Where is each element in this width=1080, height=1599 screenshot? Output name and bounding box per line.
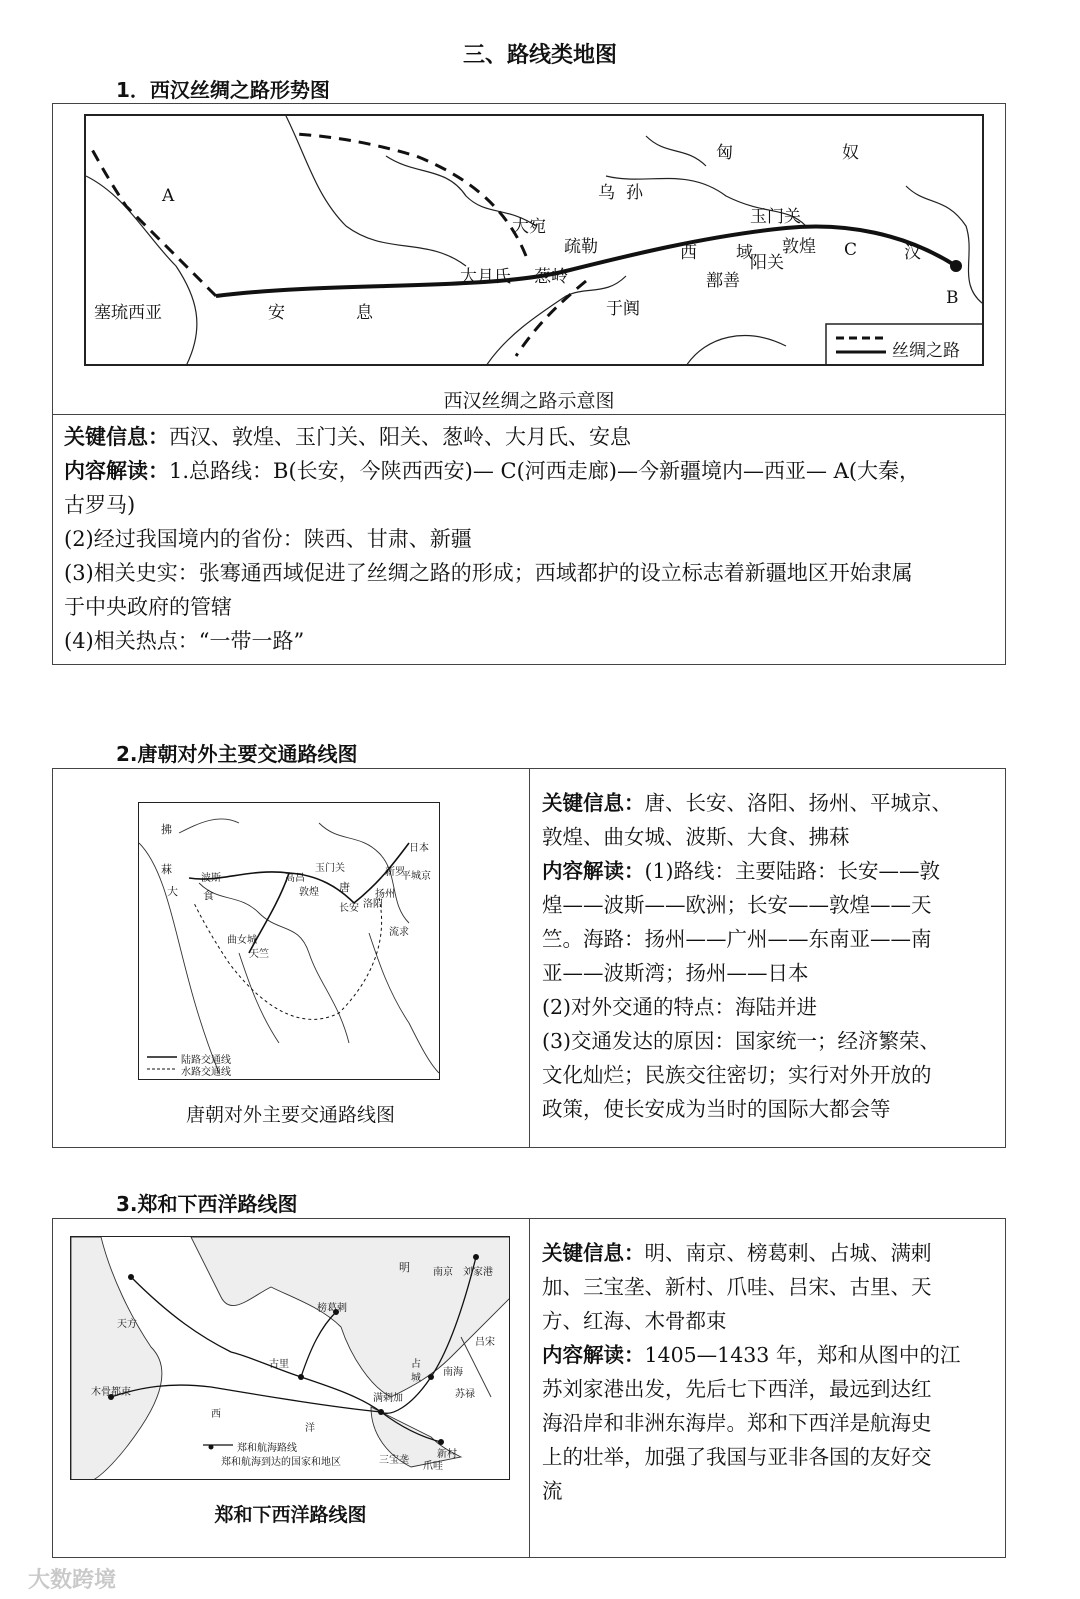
key-info-label: 关键信息： — [64, 424, 169, 449]
label-wusun-1: 乌 — [598, 183, 615, 203]
section3-text — [542, 1236, 1002, 1508]
label-congling: 葱岭 — [534, 267, 568, 287]
label-xiyu-yu: 域 — [736, 243, 753, 263]
tang-line-8: (3)交通发达的原因：国家统一；经济繁荣、 — [542, 1029, 941, 1053]
tang-line-4: 煌——波斯——欧洲；长安——敦煌——天 — [542, 893, 932, 917]
item-history-2: 于中央政府的管辖 — [64, 595, 232, 619]
tang-label-dunhuang: 敦煌 — [299, 887, 319, 898]
section1-heading: 1．西汉丝绸之路形势图 — [116, 78, 330, 102]
label-yangguan: 阳关 — [750, 253, 784, 273]
tang-line-10: 政策，使长安成为当时的国际大都会等 — [542, 1097, 891, 1121]
tang-label-bosi: 波斯 — [201, 873, 221, 884]
zh-label-bangela: 榜葛剌 — [317, 1303, 347, 1314]
tang-label-xinluo: 新罗 — [385, 867, 405, 878]
page-title: 三、路线类地图 — [462, 43, 617, 68]
section2-divider — [529, 768, 530, 1148]
label-dunhuang: 敦煌 — [782, 237, 816, 257]
route-line: 1.总路线：B(长安，今陕西西安)— C(河西走廊)—今新疆境内—西亚— A(大秦， — [169, 459, 921, 483]
tang-label-liuqiu: 流求 — [389, 927, 409, 938]
tang-label-dashi-1: 大 — [167, 885, 178, 898]
tang-line-3: (1)路线：主要陆路：长安——敦 — [644, 859, 941, 883]
zh-label-nanjing: 南京 — [433, 1267, 453, 1278]
tang-label-tianzhu: 天竺 — [249, 949, 269, 960]
tang-line-9: 文化灿烂；民族交往密切；实行对外开放的 — [542, 1063, 932, 1087]
tang-line-2: 敦煌、曲女城、波斯、大食、拂菻 — [542, 825, 850, 849]
legend-silk-road: 丝绸之路 — [892, 341, 960, 361]
zh-line-6: 海沿岸和非洲东海岸。郑和下西洋是航海史 — [542, 1411, 932, 1435]
label-A: A — [162, 186, 175, 206]
zh-line-1: 明、南京、榜葛剌、占城、满剌 — [644, 1241, 932, 1265]
item-hotspot: (4)相关热点：“一带一路” — [64, 629, 305, 653]
zh-line-4: 1405—1433 年，郑和从图中的江 — [644, 1343, 961, 1367]
silk-road-map — [84, 114, 984, 366]
zh-label-xi: 西 — [211, 1409, 221, 1420]
zh-label-manlajia: 满剌加 — [373, 1393, 403, 1404]
zhenghe-map — [70, 1236, 510, 1480]
tang-line-1: 唐、长安、洛阳、扬州、平城京、 — [644, 791, 952, 815]
section3-heading: 3.郑和下西洋路线图 — [116, 1192, 298, 1216]
item-provinces: (2)经过我国境内的省份：陕西、甘肃、新疆 — [64, 527, 472, 551]
zh-legend-place: 郑和航海到达的国家和地区 — [221, 1457, 341, 1468]
zh-line-7: 上的壮举，加强了我国与亚非各国的友好交 — [542, 1445, 932, 1469]
tang-label-qunu: 曲女城 — [227, 935, 257, 946]
label-yumenguan: 玉门关 — [750, 207, 801, 227]
zh-key-label: 关键信息： — [542, 1241, 645, 1265]
zh-label-nanhai: 南海 — [443, 1367, 463, 1378]
zh-label-liujiagang: 刘家港 — [463, 1267, 493, 1278]
zh-label-yang: 洋 — [305, 1423, 315, 1434]
tang-line-6: 亚——波斯湾；扬州——日本 — [542, 961, 809, 985]
label-xiongnu-2: 奴 — [842, 143, 859, 163]
label-seleucid: 塞琉西亚 — [94, 303, 162, 323]
tang-label-lin: 菻 — [161, 863, 172, 876]
tang-label-yangzhou: 扬州 — [375, 889, 395, 900]
label-yutian: 于阗 — [606, 299, 640, 319]
label-anxi-an: 安 — [268, 303, 285, 323]
zh-label-lvsong: 吕宋 — [475, 1337, 495, 1348]
tang-label-dashi-2: 食 — [203, 889, 214, 902]
section2-text — [542, 786, 1002, 1126]
watermark: 大数跨境 — [28, 1568, 117, 1593]
zh-label-sanbaolong: 三宝垄 — [379, 1455, 409, 1466]
zh-line-2: 加、三宝垄、新村、爪哇、吕宋、古里、天 — [542, 1275, 932, 1299]
tang-map — [138, 802, 440, 1080]
zh-label-cheng: 城 — [411, 1373, 421, 1384]
label-shule: 疏勒 — [564, 237, 598, 257]
silk-road-map-caption: 西汉丝绸之路示意图 — [443, 390, 615, 412]
divider — [52, 414, 1006, 415]
zh-label-zhuawa: 爪哇 — [423, 1461, 443, 1472]
tang-legend-sea: 水路交通线 — [181, 1067, 231, 1078]
section2-heading: 2.唐朝对外主要交通路线图 — [116, 742, 358, 766]
tang-map-lines — [139, 803, 440, 1080]
tang-label-tang: 唐 — [339, 881, 350, 894]
tang-label-changan: 长安 — [339, 903, 359, 914]
zh-read-label: 内容解读： — [542, 1343, 645, 1367]
label-wusun-2: 孙 — [626, 183, 643, 203]
zh-label-xincun: 新村 — [437, 1449, 457, 1460]
label-dayuezhi: 大月氏 — [460, 267, 511, 287]
label-B: B — [946, 288, 959, 308]
label-han: 汉 — [904, 243, 921, 263]
label-C: C — [844, 240, 858, 260]
tang-read-label: 内容解读： — [542, 859, 645, 883]
zh-line-5: 苏刘家港出发，先后七下西洋，最远到达红 — [542, 1377, 932, 1401]
item-history-1: (3)相关史实：张骞通西域促进了丝绸之路的形成；西域都护的设立标志着新疆地区开始隶属 — [64, 561, 913, 585]
label-dawan: 大宛 — [512, 217, 546, 237]
tang-line-7: (2)对外交通的特点：海陆并进 — [542, 995, 818, 1019]
tang-label-pingcheng: 平城京 — [401, 871, 431, 882]
section1-text — [64, 420, 999, 658]
tang-map-caption: 唐朝对外主要交通路线图 — [185, 1104, 395, 1126]
zh-line-8: 流 — [542, 1479, 563, 1503]
zh-label-sulu: 苏禄 — [455, 1389, 475, 1400]
zh-line-3: 方、红海、木骨都束 — [542, 1309, 727, 1333]
section3-divider — [529, 1218, 530, 1558]
label-xiongnu-1: 匈 — [716, 143, 733, 163]
tang-label-yumenguan: 玉门关 — [315, 863, 345, 874]
zh-label-mugudushu: 木骨都束 — [91, 1387, 131, 1398]
zh-legend-route: 郑和航海路线 — [237, 1443, 297, 1454]
tang-label-gaochang: 高昌 — [285, 873, 305, 884]
tang-label-luoyang: 洛阳 — [363, 899, 383, 910]
zhenghe-map-caption: 郑和下西洋路线图 — [214, 1504, 367, 1526]
content-read-label: 内容解读： — [64, 458, 169, 483]
zh-label-ming: 明 — [399, 1261, 410, 1274]
key-info-text: 西汉、敦煌、玉门关、阳关、葱岭、大月氏、安息 — [169, 425, 631, 449]
zh-label-guli: 古里 — [269, 1359, 289, 1370]
tang-legend-land: 陆路交通线 — [181, 1055, 231, 1066]
tang-line-5: 竺。海路：扬州——广州——东南亚——南 — [542, 927, 932, 951]
tang-label-fulin: 拂 — [161, 823, 172, 836]
route-line-2: 古罗马) — [64, 493, 136, 517]
zh-label-tianfang: 天方 — [117, 1319, 137, 1330]
tang-label-riben: 日本 — [409, 843, 429, 854]
label-anxi-xi: 息 — [356, 303, 373, 323]
label-xiyu-xi: 西 — [680, 243, 697, 263]
zh-label-zhan: 占 — [411, 1359, 421, 1370]
label-shanshan: 鄯善 — [706, 271, 740, 291]
tang-key-label: 关键信息： — [542, 791, 645, 815]
